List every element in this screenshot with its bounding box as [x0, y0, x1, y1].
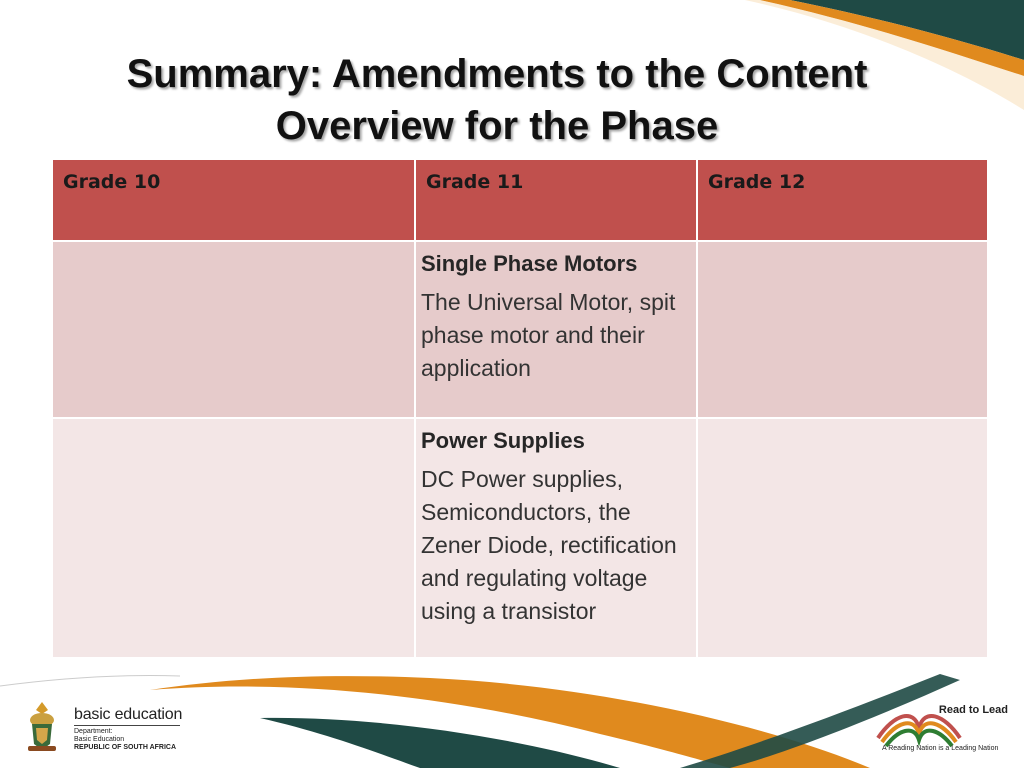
table-row — [52, 418, 988, 658]
topic-heading: Power Supplies — [421, 428, 585, 453]
slide-title — [0, 48, 994, 152]
dbe-logo-name: basic education — [74, 706, 183, 723]
topic-heading: Single Phase Motors — [421, 251, 638, 276]
title-line-1: Summary: Amendments to the Content — [126, 52, 868, 96]
read-to-lead-tagline: A Reading Nation is a Leading Nation — [882, 745, 999, 752]
cell-grade-10 — [52, 418, 415, 658]
amendments-table — [51, 158, 989, 659]
header-grade-10: Grade 10 — [52, 159, 415, 241]
table-header-row — [52, 159, 988, 241]
coat-of-arms-icon — [22, 700, 62, 754]
header-grade-12: Grade 12 — [697, 159, 988, 241]
header-grade-11: Grade 11 — [415, 159, 697, 241]
dbe-logo — [18, 698, 188, 758]
logo-divider — [74, 725, 180, 726]
dbe-department: Department: Basic Education — [74, 728, 125, 743]
table-row — [52, 241, 988, 418]
cell-grade-12 — [697, 241, 988, 418]
cell-grade-10 — [52, 241, 415, 418]
topic-body: The Universal Motor, spit phase motor and their application — [421, 289, 676, 381]
cell-grade-11 — [415, 418, 697, 658]
topic-body: DC Power supplies, Semiconductors, the Zener Diode, rectification and regulating voltage using a transistor — [421, 466, 677, 624]
read-to-lead-title: Read to Lead — [938, 704, 1008, 716]
cell-grade-11 — [415, 241, 697, 418]
dbe-country: REPUBLIC OF SOUTH AFRICA — [74, 744, 177, 751]
read-to-lead-logo — [872, 700, 1012, 762]
cell-grade-12 — [697, 418, 988, 658]
title-line-2: Overview for the Phase — [275, 104, 719, 148]
